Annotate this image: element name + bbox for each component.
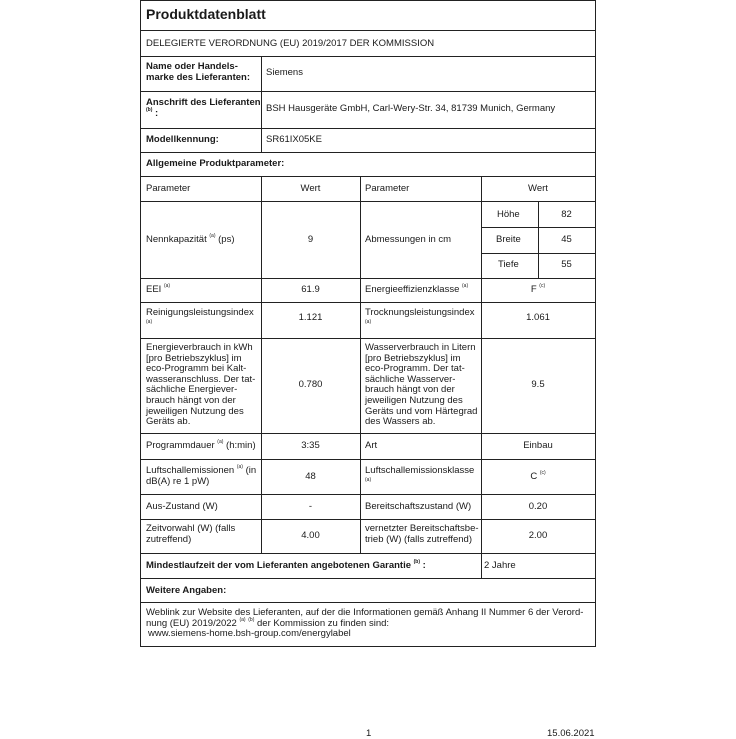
drying-value: 1.061: [526, 312, 550, 323]
energy-use-line: brauch hängt von der: [146, 394, 236, 406]
general-params-header: Allgemeine Produktparameter:: [146, 158, 285, 169]
off-mode-value: -: [308, 501, 313, 512]
supplier-address-value: BSH Hausgeräte GmbH, Carl-Wery-Str. 34, 81739 Munich, Germany: [266, 103, 556, 114]
further-info-header: Weitere Angaben:: [146, 585, 227, 596]
product-data-sheet: [140, 0, 596, 647]
rule: [141, 578, 595, 579]
energy-use-label: [146, 343, 255, 428]
width-label: Breite: [496, 234, 521, 245]
noise-in: (in: [245, 465, 257, 476]
water-use-line: brauch hängt von der: [365, 384, 455, 396]
standby-label: Bereitschaftszustand (W): [365, 501, 472, 512]
energy-use-line: jeweiligen Nutzung des: [146, 405, 244, 417]
height-label: Höhe: [497, 209, 520, 220]
rule: [481, 176, 482, 553]
energy-use-line: Geräts ab.: [146, 416, 191, 428]
rule: [261, 56, 262, 152]
cleaning-label-text: Reinigungsleistungsindex: [146, 307, 254, 318]
noise-label-line-2: dB(A) re 1 pW): [146, 475, 210, 487]
energy-class-letter: F: [530, 284, 537, 295]
networked-standby-label: [365, 524, 479, 545]
noise-class-value: [481, 472, 595, 483]
capacity-label: [146, 235, 235, 246]
off-mode-label: Aus-Zustand (W): [146, 501, 218, 512]
footnote-a: (a): [217, 439, 224, 445]
capacity-unit: (ps): [218, 234, 235, 245]
eei-label-text: EEI: [146, 284, 162, 295]
rule: [141, 459, 595, 460]
further-info-regulation: nung (EU) 2019/2022: [146, 617, 237, 629]
footnote-b: (b): [248, 616, 255, 623]
regulation-text: DELEGIERTE VERORDNUNG (EU) 2019/2017 DER KOMMISSION: [146, 38, 435, 49]
rule: [141, 519, 595, 520]
rule: [141, 338, 595, 339]
energy-use-line: wasseranschluss. Der tat-: [146, 373, 256, 385]
footnote-a: (a): [209, 233, 216, 239]
delay-start-label: [146, 524, 235, 545]
guarantee-value: 2 Jahre: [484, 560, 516, 571]
eei-value: 61.9: [301, 284, 320, 295]
rule: [141, 30, 595, 31]
energy-use-line: Energieverbrauch in kWh: [146, 342, 253, 353]
dimensions-label: Abmessungen in cm: [365, 234, 452, 245]
energy-class-label: [365, 285, 468, 296]
delay-start-line: zutreffend): [146, 533, 192, 545]
rule: [141, 433, 595, 434]
height-value: 82: [561, 209, 572, 220]
delay-start-value: 4.00: [301, 530, 320, 541]
duration-label-text: Programmdauer: [146, 440, 215, 451]
supplier-address-note-line: $^{(b)}$ :: [146, 107, 159, 119]
capacity-label-text: Nennkapazität: [146, 234, 207, 245]
water-use-label: [365, 343, 477, 428]
further-info-text: [146, 608, 583, 640]
further-info-suffix: der Kommission zu finden sind:: [257, 617, 390, 629]
energy-use-value: 0.780: [298, 379, 323, 390]
rule: [141, 494, 595, 495]
page-number: 1: [366, 728, 372, 739]
footnote-a: (a): [462, 283, 469, 289]
energy-class-value: [481, 285, 595, 296]
duration-label: [146, 441, 256, 452]
type-label: Art: [365, 440, 378, 451]
water-use-line: Geräts und vom Härtegrad: [365, 405, 478, 417]
footnote-a: (a): [236, 464, 243, 470]
rule: [141, 602, 595, 603]
energy-class-label-text: Energieeffizienzklasse: [365, 284, 460, 295]
noise-value: 48: [305, 471, 316, 482]
energy-label-link[interactable]: www.siemens-home.bsh-group.com/energylabel: [148, 628, 351, 640]
noise-label: [146, 466, 256, 487]
rule: [261, 176, 262, 553]
supplier-name-value: Siemens: [266, 67, 303, 78]
networked-standby-line: vernetzter Bereitschaftsbe-: [365, 523, 479, 534]
energy-use-line: [pro Betriebszyklus] im: [146, 352, 242, 364]
delay-start-line: Zeitvorwahl (W) (falls: [146, 523, 236, 534]
rule: [141, 176, 595, 177]
standby-value: 0.20: [528, 501, 548, 512]
noise-class-letter: C: [530, 471, 538, 482]
col-header-value: Wert: [300, 183, 321, 194]
rule: [141, 91, 595, 92]
water-use-value: 9.5: [531, 379, 545, 390]
rule: [141, 152, 595, 153]
rule: [141, 553, 595, 554]
drying-label-text: Trocknungsleistungsindex: [365, 307, 475, 318]
noise-class-label: [365, 466, 474, 483]
footnote-a: (a): [163, 283, 171, 289]
supplier-address-label: Anschrift des Lieferanten: [146, 97, 261, 108]
noise-class-label-text: Luftschallemissionsklasse: [365, 465, 475, 476]
page-title: Produktdatenblatt: [146, 6, 266, 22]
duration-value: 3:35: [301, 440, 320, 451]
footnote-b: (b): [413, 559, 421, 565]
further-info-line: Weblink zur Website des Lieferanten, auf der die Informationen gemäß Anhang II Nummer 6 der Verord-: [146, 607, 584, 618]
water-use-line: des Wassers ab.: [365, 416, 436, 428]
footnote-c: (c): [539, 470, 546, 476]
footnote-a: (a): [365, 318, 372, 325]
noise-label-text: Luftschallemissionen: [146, 465, 235, 476]
col-header-param-2: Parameter: [365, 183, 410, 194]
capacity-value: 9: [307, 234, 314, 245]
rule: [141, 128, 595, 129]
footnote-a: (a): [146, 318, 153, 325]
networked-standby-value: 2.00: [528, 530, 548, 541]
footnote-a: (a): [365, 476, 372, 483]
col-header-value-2: Wert: [528, 183, 548, 194]
supplier-name-label-2: marke des Lieferanten:: [146, 72, 251, 83]
guarantee-label: Mindestlaufzeit der vom Lieferanten angebotenen Garantie $^{(b)}$ :: [146, 559, 426, 571]
energy-use-line: eco-Programm bei Kalt-: [146, 363, 247, 375]
cleaning-label: [146, 308, 254, 325]
cleaning-value: 1.121: [298, 312, 323, 323]
water-use-line: sächliche Wasserver-: [365, 373, 456, 385]
water-use-line: Wasserverbrauch in Litern: [365, 342, 476, 353]
footnote-c: (c): [539, 283, 546, 289]
water-use-line: eco-Programm. Der tat-: [365, 363, 465, 375]
eei-label: [146, 285, 170, 296]
water-use-line: [pro Betriebszyklus] im: [365, 352, 461, 364]
depth-label: Tiefe: [498, 259, 519, 270]
footnote-b: (b): [146, 107, 153, 113]
water-use-line: jeweiligen Nutzung des: [365, 394, 463, 406]
col-header-param: Parameter: [146, 183, 191, 194]
duration-unit: (h:min): [226, 440, 256, 451]
rule: [360, 176, 361, 553]
supplier-name-label-1: Name oder Handels-: [146, 61, 238, 72]
energy-use-line: sächliche Energiever-: [146, 384, 238, 396]
footer-date: 15.06.2021: [547, 728, 595, 739]
model-value: SR61IX05KE: [266, 134, 322, 145]
rule: [481, 553, 482, 578]
drying-label: [365, 308, 475, 325]
rule: [141, 278, 595, 279]
rule: [141, 56, 595, 57]
footnote-a: (a): [239, 616, 246, 623]
rule: [141, 201, 595, 202]
guarantee-label-text: Mindestlaufzeit der vom Lieferanten angebotenen Garantie: [146, 560, 411, 571]
width-value: 45: [561, 234, 572, 245]
depth-value: 55: [561, 259, 572, 270]
networked-standby-line: trieb (W) (falls zutreffend): [365, 533, 472, 545]
model-label: Modellkennung:: [146, 134, 219, 145]
rule: [141, 302, 595, 303]
type-value: Einbau: [523, 440, 553, 451]
noise-label-line-1: [146, 466, 256, 477]
